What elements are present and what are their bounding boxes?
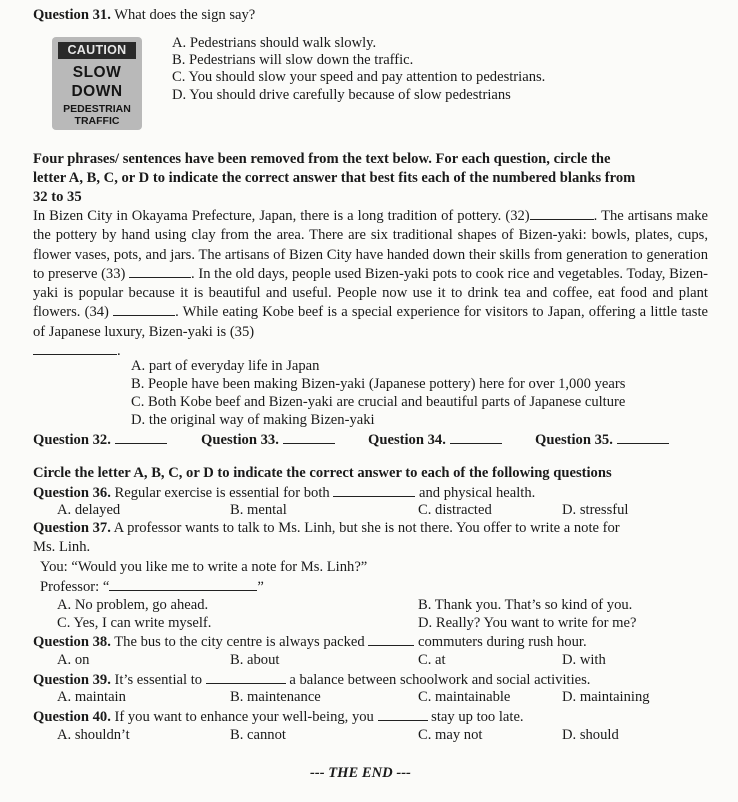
option-a[interactable]: A. maintain <box>57 689 126 705</box>
option-b[interactable]: B. cannot <box>230 727 286 743</box>
answer-slot-35[interactable] <box>535 431 669 449</box>
question-text: Ms. Linh. <box>33 539 91 555</box>
blank-33 <box>129 265 191 278</box>
option-a[interactable]: A. delayed <box>57 502 121 518</box>
blank-34 <box>113 303 175 316</box>
blank-32 <box>530 207 594 220</box>
answer-blank[interactable] <box>283 431 335 444</box>
answer-slot-32[interactable] <box>33 431 167 449</box>
blank-35 <box>33 342 117 355</box>
end-marker: --- THE END --- <box>310 765 411 781</box>
option-b[interactable]: B. maintenance <box>230 689 321 705</box>
question-36-stem <box>33 484 535 502</box>
question-text: commuters during rush hour. <box>414 634 587 650</box>
question-text: and physical health. <box>415 485 536 501</box>
answer-blank[interactable] <box>617 431 669 444</box>
answer-slot-34[interactable] <box>368 431 502 449</box>
option-b[interactable]: B. mental <box>230 502 287 518</box>
question-label: Question 31. <box>33 7 111 23</box>
caution-sign-image <box>52 37 142 130</box>
answer-slot-33[interactable] <box>201 431 335 449</box>
option-b[interactable]: B. Pedestrians will slow down the traffic. <box>172 52 414 68</box>
passage-instruction-line: letter A, B, C, or D to indicate the correct answer that best fits each of the numbered blanks from <box>33 170 636 186</box>
passage-option-a[interactable]: A. part of everyday life in Japan <box>131 358 320 374</box>
option-b[interactable]: B. Thank you. That’s so kind of you. <box>418 597 633 613</box>
passage-instruction-line: 32 to 35 <box>33 189 82 205</box>
option-d[interactable]: D. You should drive carefully because of slow pedestrians <box>172 87 511 103</box>
dialogue-professor <box>40 578 264 596</box>
question-text: The bus to the city centre is always packed <box>110 634 369 650</box>
sign-pedestrian-text: PEDESTRIAN <box>63 103 131 115</box>
option-a[interactable]: A. shouldn’t <box>57 727 130 743</box>
option-d[interactable]: D. with <box>562 652 606 668</box>
passage-sentence: . The artisans make the pottery by hand using clay from the area. There are six traditional shapes of Bizen-yaki: bowls, plates, cups, flower vases, pots, and jars. The artisans of Bizen City have handed down their skills from generation to generation to preserve (33) <box>33 208 708 282</box>
passage-sentence: . While eating Kobe beef is a special experience for visitors to Japan, offering a little taste of Japanese luxury, Bizen-yaki is (35) <box>33 304 708 340</box>
option-c[interactable]: C. maintainable <box>418 689 511 705</box>
answer-blank[interactable] <box>115 431 167 444</box>
sign-slow-text: SLOW <box>72 64 122 81</box>
question-text: Regular exercise is essential for both <box>110 485 334 501</box>
question-38-stem <box>33 633 587 651</box>
section-instruction: Circle the letter A, B, C, or D to indicate the correct answer to each of the following questions <box>33 465 612 481</box>
question-text: What does the sign say? <box>110 7 256 23</box>
answer-blank[interactable] <box>450 431 502 444</box>
question-37-stem <box>33 520 620 537</box>
question-text: a balance between schoolwork and social activities. <box>285 672 591 688</box>
blank-37 <box>109 578 257 591</box>
question-text: stay up too late. <box>427 709 524 725</box>
dialogue-you: You: “Would you like me to write a note for Ms. Linh?” <box>40 559 368 575</box>
sign-caution-text: CAUTION <box>58 42 136 59</box>
passage-instruction-line: Four phrases/ sentences have been removed from the text below. For each question, circle the <box>33 151 611 167</box>
question-31-stem <box>33 7 255 24</box>
question-label: Question 38. <box>33 634 111 650</box>
answer-label: Question 35. <box>535 432 613 448</box>
dialogue-text: Professor: “ <box>40 579 110 595</box>
sign-down-text: DOWN <box>71 83 123 100</box>
passage-sentence: . <box>117 343 121 360</box>
option-d[interactable]: D. stressful <box>562 502 629 518</box>
question-40-stem <box>33 708 524 726</box>
option-c[interactable]: C. Yes, I can write myself. <box>57 615 212 631</box>
option-d[interactable]: D. maintaining <box>562 689 650 705</box>
question-label: Question 37. <box>33 520 111 536</box>
question-text: If you want to enhance your well-being, you <box>110 709 378 725</box>
passage-option-b[interactable]: B. People have been making Bizen-yaki (Japanese pottery) here for over 1,000 years <box>131 376 626 392</box>
passage-option-c[interactable]: C. Both Kobe beef and Bizen-yaki are crucial and beautiful parts of Japanese culture <box>131 394 626 410</box>
option-a[interactable]: A. No problem, go ahead. <box>57 597 209 613</box>
option-a[interactable]: A. on <box>57 652 90 668</box>
passage-sentence: . In the old days, people used Bizen-yaki pots to cook rice and vegetables. Today, Bizen-yaki is popular because it is beautiful and useful. People now use it to drink tea and coffee, eat food and plant flowers. (34) <box>33 265 708 321</box>
question-label: Question 36. <box>33 485 111 501</box>
passage-text <box>33 207 708 361</box>
question-label: Question 39. <box>33 672 111 688</box>
answer-label: Question 34. <box>368 432 446 448</box>
blank-36 <box>333 484 415 497</box>
blank-39 <box>206 671 286 684</box>
passage-option-d[interactable]: D. the original way of making Bizen-yaki <box>131 412 375 428</box>
answer-label: Question 32. <box>33 432 111 448</box>
option-b[interactable]: B. about <box>230 652 280 668</box>
question-label: Question 40. <box>33 709 111 725</box>
blank-38 <box>368 633 414 646</box>
option-c[interactable]: C. You should slow your speed and pay attention to pedestrians. <box>172 69 546 85</box>
option-d[interactable]: D. Really? You want to write for me? <box>418 615 637 631</box>
dialogue-text: ” <box>257 579 264 595</box>
option-c[interactable]: C. at <box>418 652 446 668</box>
question-39-stem <box>33 671 590 689</box>
sign-traffic-text: TRAFFIC <box>74 115 120 127</box>
answer-label: Question 33. <box>201 432 279 448</box>
passage-sentence: In Bizen City in Okayama Prefecture, Japan, there is a long tradition of pottery. (32) <box>33 208 530 224</box>
blank-40 <box>378 708 428 721</box>
option-c[interactable]: C. distracted <box>418 502 492 518</box>
question-text: It’s essential to <box>110 672 206 688</box>
question-text: A professor wants to talk to Ms. Linh, but she is not there. You offer to write a note for <box>110 520 620 536</box>
option-a[interactable]: A. Pedestrians should walk slowly. <box>172 35 377 51</box>
option-d[interactable]: D. should <box>562 727 619 743</box>
option-c[interactable]: C. may not <box>418 727 483 743</box>
